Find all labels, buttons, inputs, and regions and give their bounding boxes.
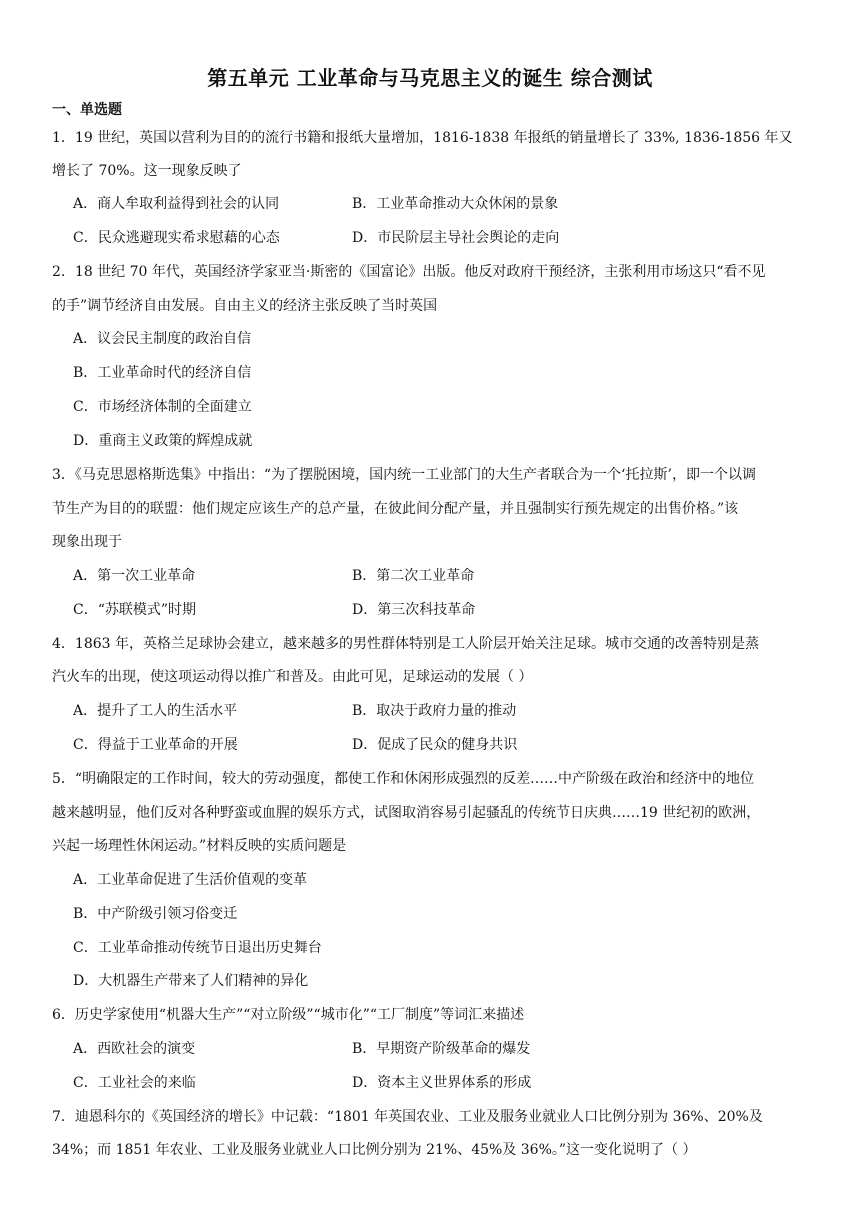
question-4-line-2: 汽火车的出现，使这项运动得以推广和普及。由此可见，足球运动的发展（ ） — [52, 669, 533, 685]
question-7-line-2: 34%；而 1851 年农业、工业及服务业就业人口比例分别为 21%、45%及 36%。”这一变化说明了（ ） — [52, 1142, 697, 1158]
question-4-option-d: D．促成了民众的健身共识 — [352, 737, 518, 753]
question-5-line-3: 兴起一场理性休闲运动。”材料反映的实质问题是 — [52, 838, 347, 854]
question-5-line-1: 5．“明确限定的工作时间，较大的劳动强度，都使工作和休闲形成强烈的反差……中产阶级在政治和经济中的地位 — [52, 771, 755, 787]
question-3-option-c: C．“苏联模式”时期 — [73, 602, 197, 618]
question-6-option-b: B．早期资产阶级革命的爆发 — [352, 1041, 531, 1057]
question-2-option-a: A．议会民主制度的政治自信 — [73, 331, 252, 347]
question-6-option-c: C．工业社会的来临 — [73, 1075, 196, 1091]
question-2-option-b: B．工业革命时代的经济自信 — [73, 365, 252, 381]
question-3-line-1: 3．《马克思恩格斯选集》中指出：“为了摆脱困境，国内统一工业部门的大生产者联合为一个‘托拉斯’，即一个以调 — [52, 467, 756, 483]
question-5-option-c: C．工业革命推动传统节日退出历史舞台 — [73, 940, 322, 956]
question-5-option-a: A．工业革命促进了生活价值观的变革 — [73, 872, 308, 888]
question-1-option-a: A．商人牟取利益得到社会的认同 — [73, 196, 280, 212]
question-3-option-a: A．第一次工业革命 — [73, 568, 196, 584]
question-4-option-c: C．得益于工业革命的开展 — [73, 737, 238, 753]
question-3-line-3: 现象出现于 — [52, 534, 122, 550]
page-title: 第五单元 工业革命与马克思主义的诞生 综合测试 — [207, 66, 653, 90]
question-5-option-b: B．中产阶级引领习俗变迁 — [73, 906, 238, 922]
question-1-line-2: 增长了 70%。这一现象反映了 — [52, 163, 242, 179]
question-6-option-a: A．西欧社会的演变 — [73, 1041, 196, 1057]
question-1-option-b: B．工业革命推动大众休闲的景象 — [352, 196, 559, 212]
question-3-option-d: D．第三次科技革命 — [352, 602, 476, 618]
question-5-line-2: 越来越明显，他们反对各种野蛮或血腥的娱乐方式，试图取消容易引起骚乱的传统节日庆典……19 世纪初的欧洲， — [52, 805, 761, 821]
question-3-line-2: 节生产为目的的联盟：他们规定应该生产的总产量，在彼此间分配产量，并且强制实行预先规定的出售价格。”该 — [52, 501, 739, 517]
question-4-option-b: B．取决于政府力量的推动 — [352, 703, 517, 719]
question-1-option-c: C．民众逃避现实希求慰藉的心态 — [73, 230, 280, 246]
question-2-option-d: D．重商主义政策的辉煌成就 — [73, 433, 253, 449]
question-6-option-d: D．资本主义世界体系的形成 — [352, 1075, 532, 1091]
question-4-line-1: 4．1863 年，英格兰足球协会建立，越来越多的男性群体特别是工人阶层开始关注足球。城市交通的改善特别是蒸 — [52, 636, 759, 652]
question-7-line-1: 7．迪恩科尔的《英国经济的增长》中记载：“1801 年英国农业、工业及服务业就业人口比例分别为 36%、20%及 — [52, 1109, 763, 1125]
section-heading: 一、单选题 — [52, 102, 122, 118]
question-2-option-c: C．市场经济体制的全面建立 — [73, 399, 252, 415]
question-6-line-1: 6．历史学家使用“机器大生产”“对立阶级”“城市化”“工厂制度”等词汇来描述 — [52, 1007, 525, 1023]
question-3-option-b: B．第二次工业革命 — [352, 568, 475, 584]
question-4-option-a: A．提升了工人的生活水平 — [73, 703, 238, 719]
question-1-option-d: D．市民阶层主导社会舆论的走向 — [352, 230, 560, 246]
question-5-option-d: D．大机器生产带来了人们精神的异化 — [73, 973, 309, 989]
question-2-line-1: 2．18 世纪 70 年代，英国经济学家亚当·斯密的《国富论》出版。他反对政府干预经济，主张利用市场这只“看不见 — [52, 264, 766, 280]
question-1-line-1: 1．19 世纪，英国以营利为目的的流行书籍和报纸大量增加，1816-1838 年报纸的销量增长了 33%, 1836-1856 年又 — [52, 130, 793, 146]
question-2-line-2: 的手”调节经济自由发展。自由主义的经济主张反映了当时英国 — [52, 298, 438, 314]
